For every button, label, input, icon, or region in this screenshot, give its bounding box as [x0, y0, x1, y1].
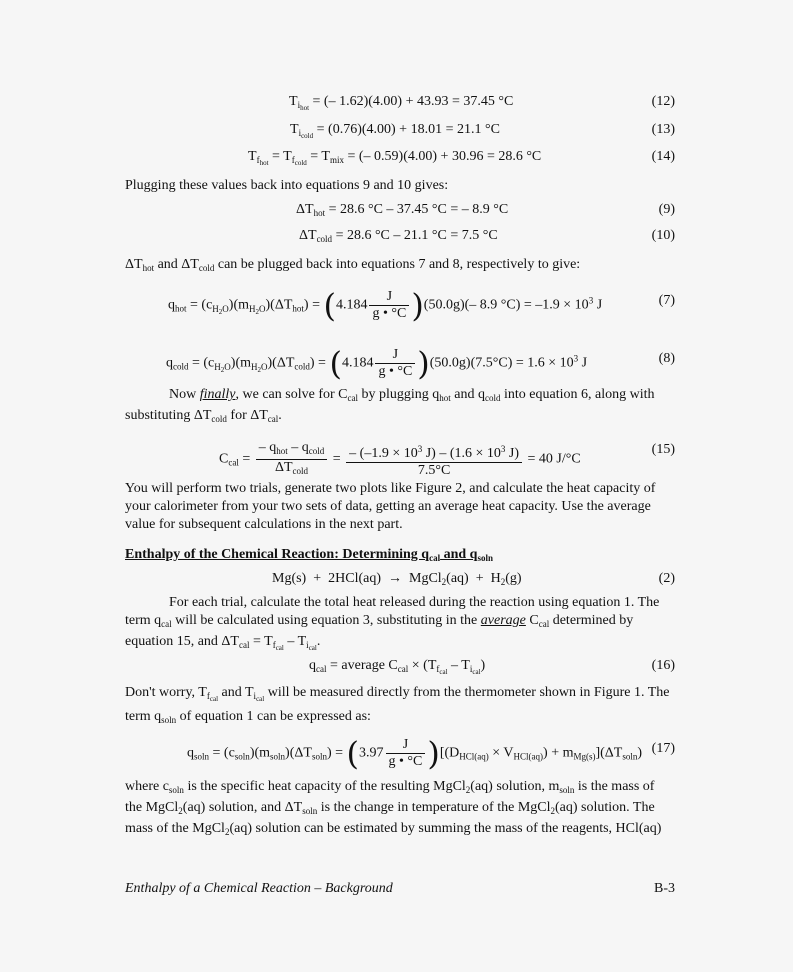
equation-8: $q_{cold} = (c_{H_2O})(m_{H_2O})(\Delta T_{cold}) = (4.184$ $\frac{J}{g • ^\circ C}$ )$(50.0g)(7.5^\circ C) = 1.6 \times 10^3$ J [166, 344, 588, 383]
equation-17-number: (17) [651, 741, 675, 756]
equation-2-number: (2) [658, 571, 675, 586]
section-heading: Enthalpy of the Chemical Reaction: Determining $q_{cal}$ and $q_{soln}$ [125, 547, 493, 563]
footer-title: Enthalpy of a Chemical Reaction – Background [125, 881, 393, 896]
equation-9: $\Delta T_{hot} = 28.6$ °C – 37.45 °C = – 8.9 °C [296, 202, 509, 218]
equation-2: Mg(s) + 2HCl(aq) → MgCl$_2$(aq) + $H_2(g)$ [272, 571, 522, 587]
equation-14-number: (14) [651, 149, 675, 164]
equation-12-number: (12) [651, 94, 675, 109]
footer-page-number: B-3 [654, 881, 675, 896]
paragraph-you-will: You will perform two trials, generate two plots like Figure 2, and calculate the heat capacity of your calorimeter from your two sets of data, getting an average heat capacity. Use the average value for subsequent calculations in the next part. [125, 481, 656, 532]
equation-8-number: (8) [658, 351, 675, 366]
equation-7: $q_{hot} = (c_{H_2O})(m_{H_2O})(\Delta T_{hot}) = (4.184$ $\frac{J}{g • ^\circ C}$ )(50.0g)(– 8.9 $^\circ C) = -1.9 \times 10^3$ J [168, 286, 603, 325]
equation-15: $C_{cal}$ = $\frac{- q_{hot} - q_{cold}}{\Delta T_{cold}}$ = $\frac{- (-1.9 \times 10^3 J) - (1.6 \times 10^3 J)}{7.5^\circ C}$ = 40 J/°C [219, 440, 581, 478]
equation-16-number: (16) [651, 658, 675, 673]
equation-9-number: (9) [658, 202, 675, 217]
equation-17: $q_{soln} = (c_{soln})(m_{soln})(\Delta T_{soln}) = (3.97$ $\frac{J}{g • ^\circ C}$ )$[(D_{HCl(aq)} \times V_{HCl(aq)}) + m_{Mg(s)}](\Delta T_{soln})$ [187, 734, 643, 773]
equation-10: $\Delta T_{cold} = 28.6$ °C – 21.1 °C = 7.5 °C [299, 228, 498, 244]
equation-13-number: (13) [651, 122, 675, 137]
equation-7-number: (7) [658, 293, 675, 308]
paragraph-now-finally: Now finally, we can solve for $C_{cal}$ by plugging $q_{hot}$ and $q_{cold}$ into equation 6, along with substituting $\Delta T_{cold}$ for $\Delta T_{cal}$. [125, 387, 655, 424]
paragraph-plugging: Plugging these values back into equations 9 and 10 gives: [125, 178, 449, 193]
paragraph-where: where $c_{soln}$ is the specific heat capacity of the resulting MgCl$_2$(aq) solution, $m_{soln}$ is the mass of the MgCl$_2$(aq) solution, and $\Delta T_{soln}$ is the change in temperature of the MgCl$_2$(aq) solution. The mass of the MgCl$_2$(aq) solution can be estimated by summing the mass of the reagents, HCl(aq) [125, 779, 662, 837]
paragraph-delta-t: $\Delta T_{hot}$ and $\Delta T_{cold}$ can be plugged back into equations 7 and 8, respectively to give: [125, 257, 581, 273]
equation-14: $T_{f_{hot}} = T_{f_{cold}} = T_{mix}$ = (– 0.59)(4.00) + 30.96 = 28.6 °C [248, 149, 542, 167]
equation-16: $q_{cal}$ = average $C_{cal} \times (T_{f_{cal}} - T_{i_{cal}})$ [309, 658, 486, 676]
equation-12: $T_{i_{hot}}$ = (– 1.62)(4.00) + 43.93 = 37.45 °C [289, 94, 514, 112]
paragraph-dont-worry: Don't worry, $T_{f_{cal}}$ and $T_{i_{cal}}$ will be measured directly from the thermometer shown in Figure 1. The term $q_{soln}$ of equation 1 can be expressed as: [125, 685, 670, 725]
equation-10-number: (10) [651, 228, 675, 243]
equation-13: $T_{i_{cold}} = (0.76)(4.00) + 18.01 = 21.1$ °C [290, 122, 500, 140]
equation-15-number: (15) [651, 442, 675, 457]
paragraph-for-each: For each trial, calculate the total heat released during the reaction using equation 1. The term $q_{cal}$ will be calculated using equation 3, substituting in the average $C_{cal}$ determined by equation 15, and $\Delta T_{cal} = T_{f_{cal}} - T_{i_{cal}}$. [125, 595, 660, 652]
